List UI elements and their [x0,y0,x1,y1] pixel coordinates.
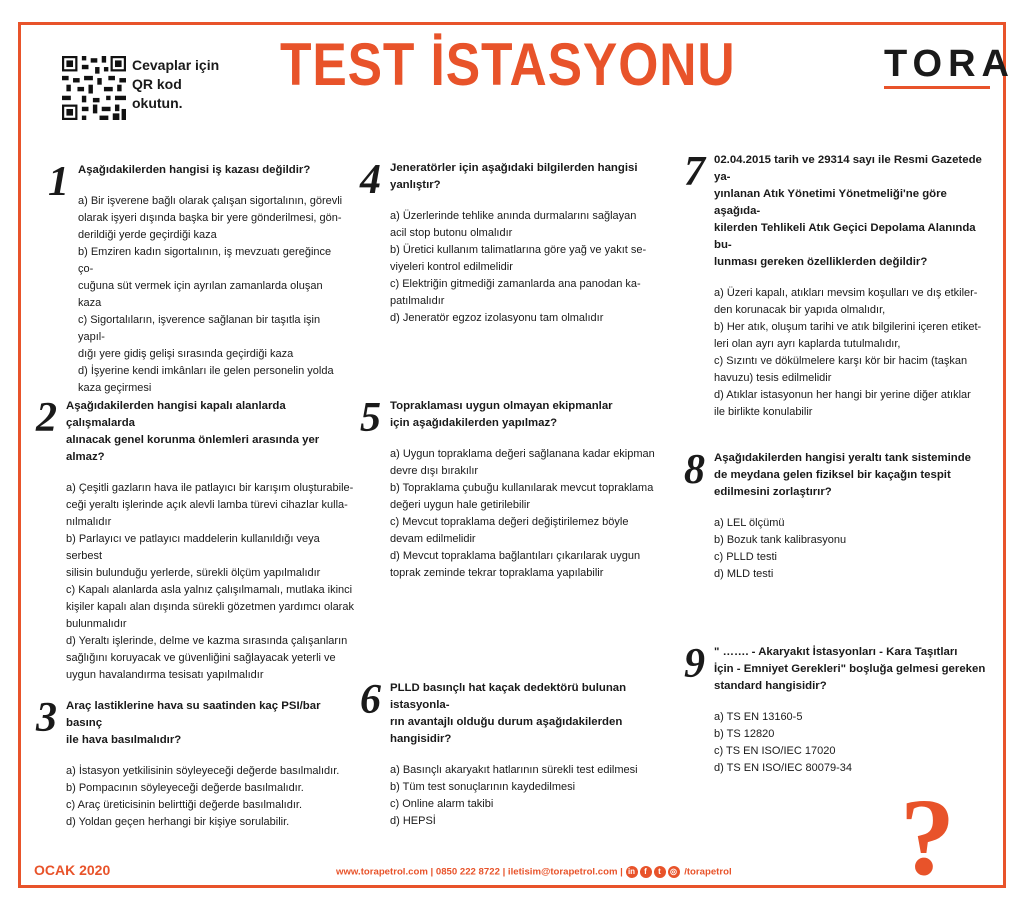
options-list [66,480,356,684]
question-text-line: yanlıştır? [390,179,441,191]
question-text-line: Aşağıdakilerden hangisi kapalı alanlarda çalışmalarda [66,400,286,429]
question-text-line: için aşağıdakilerden yapılmaz? [390,417,558,429]
option-line: c) Kapalı alanlarda asla yalnız çalışılmamalı, mutlaka ikinci [66,584,353,596]
option-line: d) Yoldan geçen herhangi bir kişiye sorulabilir. [66,816,290,828]
option-line: c) PLLD testi [714,551,777,563]
question-text-line: İçin - Emniyet Gerekleri" boşluğa gelmesi gereken [714,663,986,675]
option-line: a) Üzeri kapalı, atıkları mevsim koşulları ve dış etkiler- [714,287,978,299]
question-body [714,152,994,421]
question-text-line: PLLD basınçlı hat kaçak dedektörü bulunan istasyonla- [390,682,627,711]
question-body [390,398,655,582]
option-line: d) Mevcut topraklama bağlantıları çıkarılarak uygun [390,550,641,562]
option-line: uygun havalandırma tesisatı yapılmalıdır [66,669,264,681]
option-line: a) Basınçlı akaryakıt hatlarının sürekli test edilmesi [390,764,638,776]
option-line: c) Online alarm takibi [390,798,494,810]
qr-instruction [132,56,219,113]
option-line: c) TS EN ISO/IEC 17020 [714,745,836,757]
question-mark-icon: ? [900,776,955,898]
option-line: b) Pompacının söyleyeceği değerde basılmalıdır. [66,782,304,794]
options-list [714,285,994,421]
option-line: b) TS 12820 [714,728,775,740]
twitter-icon[interactable]: t [654,866,666,878]
contact-info[interactable]: www.torapetrol.com | 0850 222 8722 | iletisim@torapetrol.com | [336,866,623,878]
question-text-line: 02.04.2015 tarih ve 29314 sayı ile Resmi Gazetede ya- [714,154,982,183]
option-line: d) MLD testi [714,568,774,580]
option-line: acil stop butonu olmalıdır [390,227,513,239]
option-line: a) Çeşitli gazların hava ile patlayıcı bir karışım oluşturabile- [66,482,354,494]
option-line: b) Parlayıcı ve patlayıcı maddelerin kullanıldığı veya serbest [66,533,320,562]
option-line: derildiği yerde geçirdiği kaza [78,229,217,241]
option-line: d) Jeneratör egzoz izolasyonu tam olmalıdır [390,312,604,324]
option-line: c) Mevcut topraklama değeri değiştirilemez böyle [390,516,629,528]
social-handle[interactable]: /torapetrol [684,866,732,878]
option-line: ile birlikte konulabilir [714,406,813,418]
question-text-line: lunması gereken özelliklerden değildir? [714,256,928,268]
page-title: TEST İSTASYONU [280,31,736,98]
option-line: a) İstasyon yetkilisinin söyleyeceği değerde basılmalıdır. [66,765,340,777]
option-line: b) Emziren kadın sigortalının, iş mevzuatı gereğince ço- [78,246,332,275]
options-list [390,762,680,830]
option-line: c) Sızıntı ve dökülmelere karşı kör bir hacim (taşkan [714,355,968,367]
option-line: c) Sigortalıların, işverence sağlanan bir taşıtla işin yapıl- [78,314,321,343]
qr-line-1: Cevaplar için [132,57,220,73]
option-line: d) İşyerine kendi imkânları ile gelen personelin yolda [78,365,334,377]
question-number: 7 [684,149,705,195]
logo-text: TORA [884,43,1015,85]
option-line: a) TS EN 13160-5 [714,711,803,723]
option-line: ceği yeraltı işlerinde açık alevli lamba türevi cihazlar kulla- [66,499,348,511]
option-line: kaza geçirmesi [78,382,152,394]
option-line: b) Tüm test sonuçlarının kaydedilmesi [390,781,576,793]
option-line: c) Araç üreticisinin belirttiği değerde basılmalıdır. [66,799,302,811]
question-text [714,450,971,501]
options-list [66,763,356,831]
question-text-line: alınacak genel korunma önlemleri arasında yer almaz? [66,434,320,463]
question-text-line: edilmesini zorlaştırır? [714,486,832,498]
qr-line-2: QR kod [132,76,182,92]
option-line: bulunmalıdır [66,618,127,630]
option-line: den korunacak bir yapıda olmalıdır, [714,304,886,316]
question-text [714,152,994,271]
question-number: 6 [360,677,381,723]
question-number: 5 [360,395,381,441]
question-number: 4 [360,157,381,203]
option-line: silisin bulunduğu yerlerde, sürekli ölçüm yapılmalıdır [66,567,321,579]
option-line: patılmalıdır [390,295,445,307]
footer-contact [336,866,732,878]
question-number: 2 [36,395,57,441]
option-line: devre dışı bırakılır [390,465,479,477]
option-line: devam edilmelidir [390,533,476,545]
option-line: a) Üzerlerinde tehlike anında durmalarını sağlayan [390,210,637,222]
option-line: a) Bir işverene bağlı olarak çalışan sigortalının, görevli [78,195,343,207]
question-text [66,698,356,749]
question-text-line: Araç lastiklerine hava su saatinden kaç PSI/bar basınç [66,700,321,729]
option-line: d) Atıklar istasyonun her hangi bir yerine diğer atıklar [714,389,971,401]
question-text-line: rın avantajlı olduğu durum aşağıdakilerden hangisidir? [390,716,623,745]
question-text-line: kilerden Tehlikeli Atık Geçici Depolama Alanında bu- [714,222,976,251]
question-text-line: Aşağıdakilerden hangisi yeraltı tank sisteminde [714,452,972,464]
logo-underline [884,86,990,89]
question-body [78,162,348,397]
options-list [714,515,971,583]
option-line: b) Bozuk tank kalibrasyonu [714,534,847,546]
question-body [390,680,680,830]
option-line: cuğuna süt vermek için ayrılan zamanlarda oluşan kaza [78,280,323,309]
question-number: 8 [684,447,705,493]
options-list [390,446,655,582]
option-line: d) HEPSİ [390,815,436,827]
question-text-line: Aşağıdakilerden hangisi iş kazası değildir? [78,164,311,176]
question-body [714,644,985,777]
option-line: olarak işyeri dışında başka bir yere gönderilmesi, gön- [78,212,342,224]
option-line: kişiler kapalı alan dışında sürekli gözetmen yardımcı olarak [66,601,354,613]
question-text [78,162,348,179]
option-line: nılmalıdır [66,516,112,528]
option-line: toprak zeminde tekrar topraklama yapılabilir [390,567,604,579]
option-line: a) Uygun topraklama değeri sağlanana kadar ekipman [390,448,655,460]
options-list [78,193,348,397]
qr-code-icon[interactable] [62,56,126,120]
option-line: d) TS EN ISO/IEC 80079-34 [714,762,852,774]
options-list [714,709,985,777]
question-number: 3 [36,695,57,741]
question-body [390,160,646,327]
option-line: değeri uygun hale getirilebilir [390,499,531,511]
question-body [66,398,356,684]
option-line: b) Topraklama çubuğu kullanılarak mevcut topraklama [390,482,654,494]
option-line: c) Elektriğin gitmediği zamanlarda ana panodan ka- [390,278,641,290]
option-line: b) Üretici kullanım talimatlarına göre yağ ve yakıt se- [390,244,647,256]
question-text [66,398,356,466]
question-text-line: " ……. - Akaryakıt İstasyonları - Kara Taşıtları [714,646,958,658]
question-text-line: Topraklaması uygun olmayan ekipmanlar [390,400,613,412]
option-line: dığı yere gidiş gelişi sırasında geçirdiği kaza [78,348,294,360]
linkedin-icon[interactable]: in [626,866,638,878]
question-text-line: Jeneratörler için aşağıdaki bilgilerden hangisi [390,162,638,174]
question-number: 9 [684,641,705,687]
qr-line-3: okutun. [132,95,183,111]
option-line: d) Yeraltı işlerinde, delme ve kazma sırasında çalışanların [66,635,348,647]
issue-date: OCAK 2020 [34,862,111,878]
question-text [714,644,985,695]
question-text-line: de meydana gelen fiziksel bir kaçağın tespit [714,469,951,481]
question-text-line: yınlanan Atık Yönetimi Yönetmeliği'ne göre aşağıda- [714,188,947,217]
option-line: a) LEL ölçümü [714,517,785,529]
facebook-icon[interactable]: f [640,866,652,878]
question-text [390,398,655,432]
option-line: sağlığını koruyacak ve güvenliğini sağlayacak yeterli ve [66,652,336,664]
question-number: 1 [48,159,69,205]
option-line: havuzu) tesis edilmelidir [714,372,832,384]
question-text-line: standard hangisidir? [714,680,827,692]
tora-logo [884,43,1015,85]
question-text [390,680,680,748]
option-line: leri olan ayrı ayrı kaplarda tutulmalıdır, [714,338,901,350]
option-line: b) Her atık, oluşum tarihi ve atık bilgilerini içeren etiket- [714,321,982,333]
instagram-icon[interactable]: ◎ [668,866,680,878]
question-body [66,698,356,831]
question-text-line: ile hava basılmalıdır? [66,734,182,746]
question-text [390,160,646,194]
question-body [714,450,971,583]
option-line: viyeleri kontrol edilmelidir [390,261,513,273]
options-list [390,208,646,327]
